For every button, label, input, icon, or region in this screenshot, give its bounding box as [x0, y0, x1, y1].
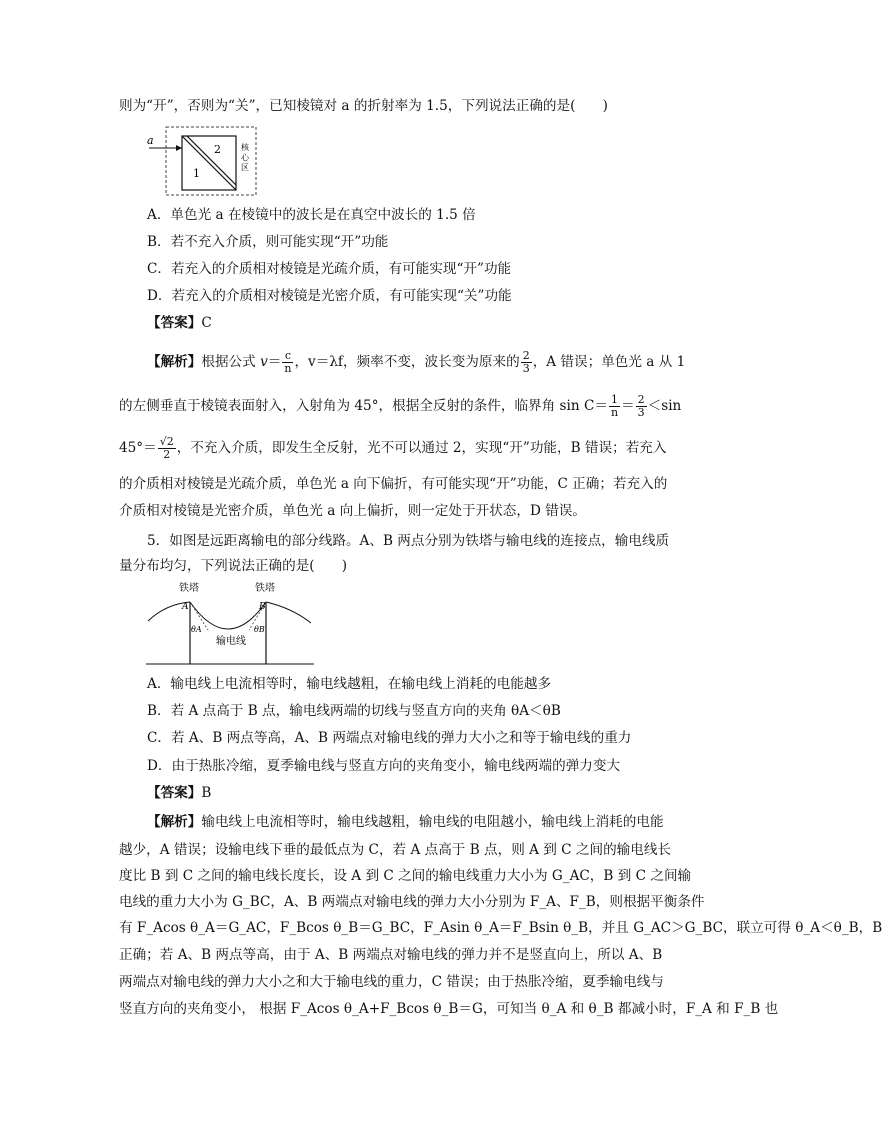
- q4-analysis-line-1: [147, 348, 707, 376]
- text: 根据公式: [201, 354, 261, 370]
- core-label-1: 核: [241, 143, 249, 152]
- theta-b-label: θB: [254, 625, 265, 634]
- q5-option-c: C．若 A、B 两点等高，A、B 两端点对输电线的弹力大小之和等于输电线的重力: [147, 730, 632, 746]
- analysis-tag: 【解析】: [147, 814, 202, 830]
- q5-stem-line-1: 5．如图是远距离输电的部分线路。A、B 两点分别为铁塔与输电线的连接点，输电线质: [147, 533, 670, 549]
- q5-analysis-line-4: 电线的重力大小为 G_BC，A、B 两端点对输电线的弹力大小分别为 F_A、F_B，则根据平衡条件: [119, 894, 705, 910]
- num: c: [282, 350, 293, 363]
- prism-figure: [144, 126, 264, 198]
- theta-a-label: θA: [191, 625, 202, 634]
- point-a-label: A: [182, 602, 189, 612]
- text: ＝: [267, 354, 282, 370]
- core-label-3: 区: [241, 163, 249, 172]
- region-2-label: 2: [214, 143, 221, 156]
- q4-option-b: B．若不充入介质，则可能实现“开”功能: [147, 234, 389, 250]
- text: 输电线上电流相等时，输电线越粗，输电线的电阻越小，输电线上消耗的电能: [201, 814, 664, 830]
- text: ＝: [621, 398, 635, 414]
- text: ，不充入介质，即发生全反射，光不可以通过 2，实现“开”功能，B 错误；若充入: [176, 440, 667, 456]
- den: n: [610, 406, 619, 419]
- prism-diagonal: [182, 136, 236, 190]
- tower-a-label: 铁塔: [179, 583, 199, 594]
- q5-stem-line-2: 量分布均匀，下列说法正确的是( ): [119, 558, 348, 574]
- q4-analysis-line-2: [119, 392, 682, 420]
- q5-analysis-line-3: 度比 B 到 C 之间的输电线长度长，设 A 到 C 之间的输电线重力大小为 G_AC，B 到 C 之间输: [119, 868, 692, 884]
- question-4-stem-tail: 则为“开”，否则为“关”，已知棱镜对 a 的折射率为 1.5，下列说法正确的是( ): [119, 98, 608, 114]
- q4-analysis-line-5: 介质相对棱镜是光密介质，单色光 a 向上偏折，则一定处于开状态，D 错误。: [119, 503, 586, 519]
- ray-label: a: [147, 134, 154, 147]
- q4-option-a: A．单色光 a 在棱镜中的波长是在真空中波长的 1.5 倍: [147, 207, 476, 223]
- den: n: [284, 362, 292, 375]
- fraction-2-3b: [636, 394, 647, 419]
- text: ＜sin: [647, 398, 682, 414]
- q4-option-d: D．若充入的介质相对棱镜是光密介质，有可能实现“关”功能: [147, 288, 512, 304]
- q5-analysis-line-7: 两端点对输电线的弹力大小之和大于输电线的重力，C 错误；由于热胀冷缩，夏季输电线与: [119, 974, 664, 990]
- wire-label: 输电线: [216, 636, 246, 647]
- q5-analysis-line-5: 有 F_Acos θ_A＝G_AC，F_Bcos θ_B＝G_BC，F_Asin θ_A＝F_Bsin θ_B，并且 G_AC＞G_BC，联立可得 θ_A＜θ_B，B: [119, 920, 882, 936]
- answer-value: C: [201, 315, 212, 331]
- fraction-c-n: [282, 350, 293, 375]
- q5-answer: [147, 783, 707, 803]
- answer-value: B: [201, 785, 212, 801]
- answer-tag: 【答案】: [147, 785, 202, 801]
- den: 3: [637, 406, 645, 419]
- ray-arrow-icon: [176, 145, 182, 151]
- text: ，A 错误；单色光 a 从 1: [532, 354, 686, 370]
- num: 2: [637, 393, 645, 406]
- text: 45°＝: [119, 440, 157, 456]
- fraction-2-3: [521, 350, 532, 375]
- analysis-tag: 【解析】: [147, 354, 202, 370]
- point-b-label: B: [259, 602, 266, 612]
- transmission-line-figure: [146, 578, 316, 670]
- text: ，v＝λf，频率不变，波长变为原来的: [294, 354, 520, 370]
- num: √2: [159, 435, 174, 448]
- var-v: v: [260, 354, 268, 370]
- q5-analysis-line-2: 越少，A 错误；设输电线下垂的最低点为 C，若 A 点高于 B 点，则 A 到 C 之间的输电线长: [119, 842, 672, 858]
- q5-analysis-line-6: 正确；若 A、B 两点等高，由于 A、B 两端点对输电线的弹力并不是竖直向上，所以 A、B: [119, 947, 663, 963]
- q4-answer: [147, 313, 707, 333]
- q4-analysis-line-4: 的介质相对棱镜是光疏介质，单色光 a 向下偏折，有可能实现“开”功能，C 正确；若充入的: [119, 476, 668, 492]
- num: 2: [522, 349, 530, 362]
- text: 的左侧垂直于棱镜表面射入，入射角为 45°，根据全反射的条件，临界角 sin C＝: [119, 398, 608, 414]
- region-1-label: 1: [193, 167, 200, 180]
- num: 1: [609, 394, 620, 407]
- den: 3: [522, 362, 530, 375]
- q4-option-c: C．若充入的介质相对棱镜是光疏介质，有可能实现“开”功能: [147, 261, 512, 277]
- right-wire: [266, 602, 311, 623]
- fraction-1-n: [609, 394, 620, 419]
- q5-analysis-line-8: 竖直方向的夹角变小， 根据 F_Acos θ_A+F_Bcos θ_B＝G，可知当 θ_A 和 θ_B 都减小时，F_A 和 F_B 也: [119, 1001, 779, 1017]
- tower-b-label: 铁塔: [255, 583, 275, 594]
- q5-option-b: B．若 A 点高于 B 点，输电线两端的切线与竖直方向的夹角 θA＜θB: [147, 703, 561, 719]
- q5-option-d: D．由于热胀冷缩，夏季输电线与竖直方向的夹角变小，输电线两端的弹力变大: [147, 758, 621, 774]
- q4-analysis-line-3: [119, 434, 679, 462]
- den: 2: [163, 448, 171, 461]
- fraction-root2-2: [158, 436, 176, 461]
- answer-tag: 【答案】: [147, 315, 202, 331]
- q5-option-a: A．输电线上电流相等时，输电线越粗，在输电线上消耗的电能越多: [147, 676, 552, 692]
- q5-analysis-line-1: [147, 812, 707, 832]
- core-label-2: 心: [241, 153, 249, 162]
